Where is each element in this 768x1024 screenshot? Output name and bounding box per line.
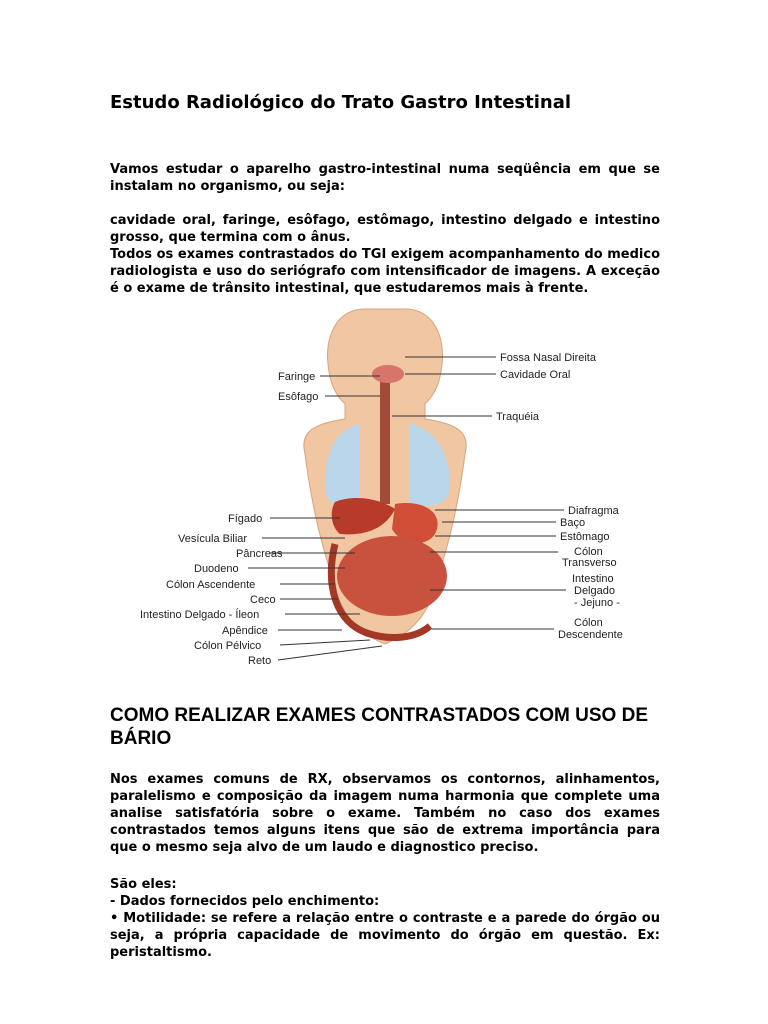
label-apendice: Apêndice xyxy=(222,625,268,637)
label-ceco: Ceco xyxy=(250,594,276,606)
label-intestino-jejuno-3: - Jejuno - xyxy=(574,597,620,609)
label-figado: Fígado xyxy=(228,513,263,525)
label-baco: Baço xyxy=(560,517,586,529)
oral-cavity xyxy=(372,365,404,383)
label-colon-transverso-1: Cólon xyxy=(574,546,603,558)
label-intestino-jejuno-2: Delgado xyxy=(574,585,615,597)
section-body-paragraph: Nos exames comuns de RX, observamos os contornos, alinhamentos, paralelismo e composição da imagem numa harmonia que complete uma analise satisfatória sobre o exame. Também no caso dos exames contrastados temos alguns itens que são de extrema importância para que o mesmo seja alvo de um laudo e diagnostico preciso. xyxy=(110,772,660,855)
label-intestino-jejuno-1: Intestino xyxy=(572,573,614,585)
label-reto: Reto xyxy=(248,655,272,667)
organs-list-paragraph: cavidade oral, faringe, esôfago, estômago, intestino delgado e intestino grosso, que termina com o ânus. xyxy=(110,213,660,245)
dados-item-text: - Dados fornecidos pelo enchimento: xyxy=(110,894,380,909)
label-vesicula: Vesícula Biliar xyxy=(178,533,248,545)
label-colon-descendente-2: Descendente xyxy=(558,629,623,641)
small-intestine xyxy=(337,536,447,616)
page-title: Estudo Radiológico do Trato Gastro Intestinal xyxy=(110,92,572,113)
label-duodeno: Duodeno xyxy=(194,563,239,575)
esophagus xyxy=(380,374,390,504)
label-diafragma: Diafragma xyxy=(568,505,619,517)
label-fossa-nasal: Fossa Nasal Direita xyxy=(500,352,596,364)
label-pancreas: Pâncreas xyxy=(236,548,283,560)
label-estomago: Estômago xyxy=(560,531,610,543)
label-traqueia: Traquéia xyxy=(496,411,540,423)
label-colon-descendente-1: Cólon xyxy=(574,617,603,629)
label-esofago: Esôfago xyxy=(278,391,319,403)
contrast-note-paragraph: Todos os exames contrastados do TGI exigem acompanhamento do medico radiologista e uso do seriógrafo com intensificador de imagens. A exceção é o exame de trânsito intestinal, que estudaremos mais à frente. xyxy=(110,247,660,296)
label-faringe: Faringe xyxy=(278,371,316,383)
intro-paragraph: Vamos estudar o aparelho gastro-intestinal numa seqüência em que se instalam no organismo, ou seja: xyxy=(110,162,660,194)
sao-eles-text: São eles: xyxy=(110,877,177,892)
label-colon-pelvico: Cólon Pélvico xyxy=(194,640,262,652)
digestive-system-figure xyxy=(130,304,640,674)
motilidade-item-text: • Motilidade: se refere a relação entre o contraste e a parede do órgão ou seja, a própria capacidade de movimento do órgão em questão. Ex: peristaltismo. xyxy=(110,911,660,960)
label-colon-transverso-2: Transverso xyxy=(562,557,617,569)
label-colon-ascendente: Cólon Ascendente xyxy=(166,579,256,591)
label-intestino-ileon: Intestino Delgado - Íleon xyxy=(140,609,260,621)
label-cavidade-oral: Cavidade Oral xyxy=(500,369,571,381)
section-heading: COMO REALIZAR EXAMES CONTRASTADOS COM USO DE BÁRIO xyxy=(110,705,648,749)
